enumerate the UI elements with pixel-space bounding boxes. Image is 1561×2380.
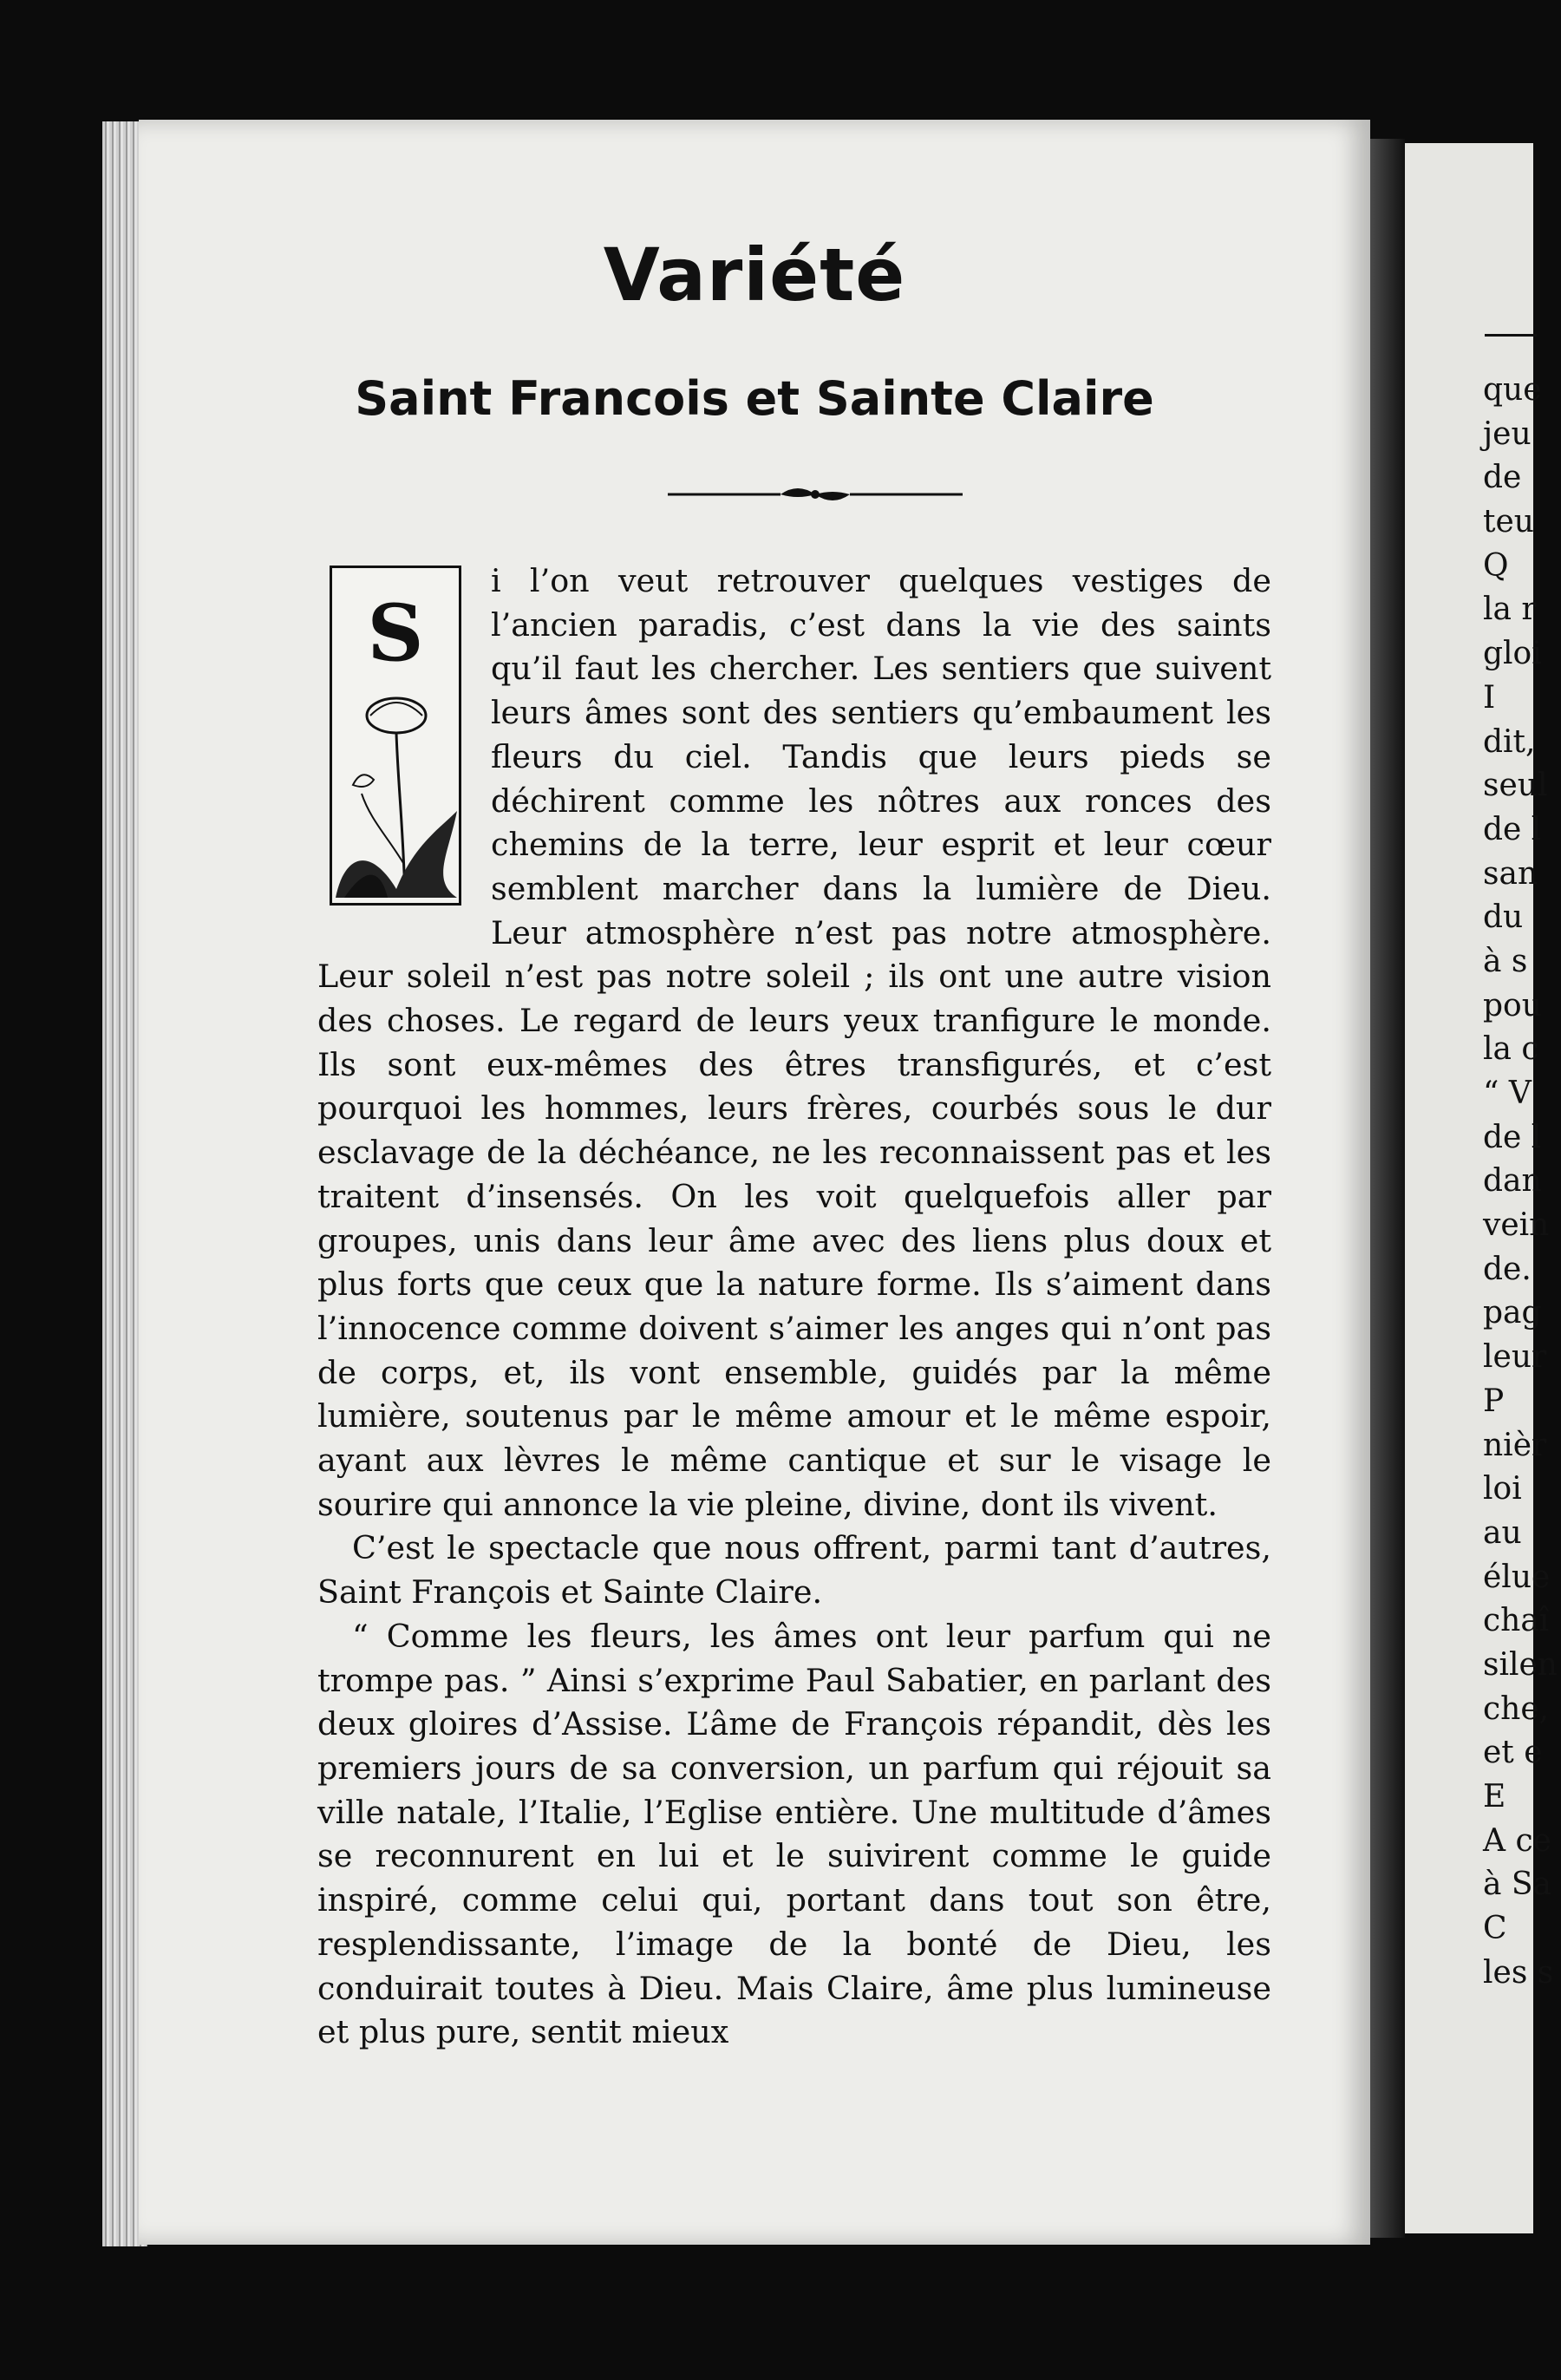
next-page-line: chaî xyxy=(1483,1603,1550,1639)
dropcap-letter: S xyxy=(367,587,424,679)
next-page-text xyxy=(1483,369,1561,1995)
next-page-line: dit, xyxy=(1483,723,1536,760)
next-page-line: leur xyxy=(1483,1339,1547,1376)
next-page-line: Q xyxy=(1483,547,1509,584)
book-gutter xyxy=(1370,139,1405,2238)
next-page-line: de l xyxy=(1483,811,1542,847)
next-page-line: à s xyxy=(1483,943,1528,979)
article-body xyxy=(317,559,1271,2055)
next-page-line: de xyxy=(1483,460,1522,496)
next-page-line: dan xyxy=(1483,1163,1542,1200)
next-page-line: C xyxy=(1483,1911,1507,1947)
next-page-line: la c xyxy=(1483,1031,1539,1068)
next-page-line: de. xyxy=(1483,1251,1532,1287)
next-page-line: seul xyxy=(1483,768,1548,804)
next-page-line: jeu xyxy=(1483,415,1532,452)
next-page-line: du xyxy=(1483,899,1524,936)
next-page-line: che, xyxy=(1483,1690,1550,1727)
next-page-line: loi xyxy=(1483,1471,1522,1507)
dropcap-wrap-spacer xyxy=(317,559,491,913)
next-page-line: silen xyxy=(1483,1646,1558,1683)
next-page-line: san xyxy=(1483,855,1538,892)
next-page-line: la r xyxy=(1483,592,1537,628)
next-page-line: vein xyxy=(1483,1207,1550,1244)
next-page-line: teu xyxy=(1483,504,1534,540)
next-page-line: et e xyxy=(1483,1735,1543,1771)
next-page-line: A ce xyxy=(1483,1822,1551,1859)
article-paragraph-2: C’est le spectacle que nous offrent, parmi tant d’autres, Saint François et Sainte Claire. xyxy=(317,1529,1271,1612)
article-subtitle: Saint Francois et Sainte Claire xyxy=(355,371,1154,426)
next-page-line: élue xyxy=(1483,1559,1551,1595)
next-page-line: E xyxy=(1483,1779,1506,1814)
next-page-line: I xyxy=(1483,679,1496,716)
next-page-line: à Sa xyxy=(1483,1867,1552,1903)
article-paragraph-1: i l’on veut retrouver quelques vestiges de l’ancien paradis, c’est dans la vie des saints qu’il faut les chercher. Les sentiers que suivent leurs âmes sont des sentiers qu’embaument les fleurs du ciel. Tandis que leurs pieds se déchirent comme les nôtres aux ronces des chemins de la terre, leur esprit et leur cœur semblent marcher dans la lumière de Dieu. Leur atmosphère n’est pas notre atmosphère. Leur soleil n’est pas notre soleil ; ils ont une autre vision des choses. Le regard de leurs yeux tranfigure le monde. Ils sont eux-mêmes des êtres transfigurés, et c’est pourquoi les hommes, leurs frères, courbés sous le dur esclavage de la déchéance, ne les reconnaissent pas et les traitent d’insensés. On les voit quelquefois aller par groupes, unis dans leur âme avec des liens plus doux et plus forts que ceux que la nature forme. Ils s’aiment dans l’innocence comme doivent s’aimer les anges qui n’ont pas de corps, et, ils vont ensemble, guidés par la même lumière, soutenus par le même amour et le même espoir, ayant aux lèvres le même cantique et sur le visage le sourire qui annonce la vie pleine, divine, dont ils vivent. xyxy=(317,562,1271,1523)
next-page-line: de l xyxy=(1483,1119,1542,1155)
ornament-divider-icon xyxy=(668,477,963,512)
page-title: Variété xyxy=(603,232,906,317)
next-page-line: pou xyxy=(1483,987,1542,1023)
next-page-line: au xyxy=(1483,1514,1522,1551)
article-paragraph-3: “ Comme les fleurs, les âmes ont leur parfum qui ne trompe pas. ” Ainsi s’exprime Paul Sabatier, en parlant des deux gloires d’Assise. L’âme de François répandit, dès les premiers jours de sa conversion, un parfum qui réjouit sa ville natale, l’Italie, l’Eglise entière. Une multitude d’âmes se reconnurent en lui et le suivirent comme le guide inspiré, comme celui qui, portant dans tout son être, resplendissante, l’image de la bonté de Dieu, les conduirait toutes à Dieu. Mais Claire, âme plus lumineuse et plus pure, sentit mieux xyxy=(317,1617,1271,2051)
next-page-rule xyxy=(1485,334,1537,337)
next-page-line: nièr xyxy=(1483,1427,1547,1463)
next-page-line: les s xyxy=(1483,1954,1554,1991)
next-page-line: P xyxy=(1483,1383,1505,1419)
next-page-line: gloi xyxy=(1483,636,1542,672)
next-page-line: que xyxy=(1483,372,1542,408)
next-page-line: pag xyxy=(1483,1295,1542,1331)
next-page-line: “ V xyxy=(1483,1076,1532,1111)
